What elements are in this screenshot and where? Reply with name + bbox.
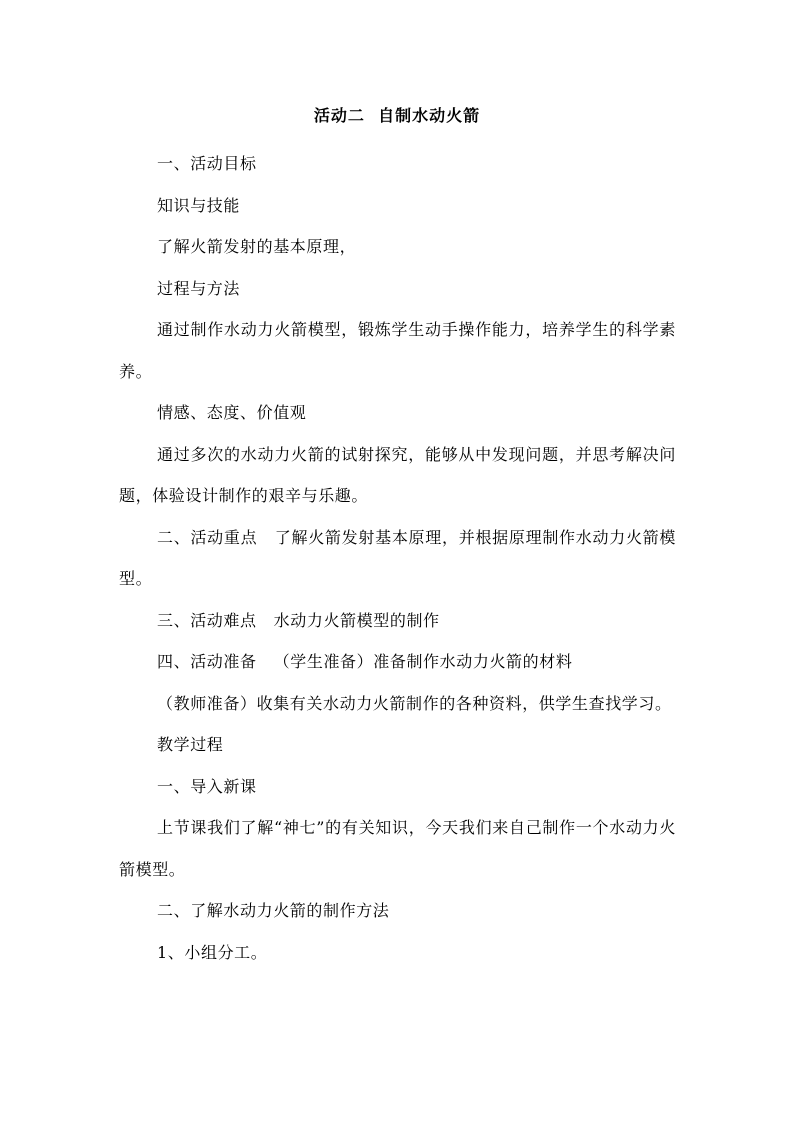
list-item: 1、小组分工。 — [157, 942, 268, 962]
heading-activity-goals: 一、活动目标 — [157, 154, 257, 173]
paragraph: 通过多次的水动力火箭的试射探究，能够从中发现问题，并思考解决问题，体验设计制作的艰辛与乐趣。 — [119, 444, 676, 505]
heading-activity-focus: 二、活动重点 了解火箭发射基本原理，并根据原理制作水动力火箭模型。 — [119, 527, 676, 588]
paragraph: 了解火箭发射的基本原理， — [157, 237, 357, 256]
subheading-knowledge-skills: 知识与技能 — [157, 195, 241, 215]
heading-production-method: 二、了解水动力火箭的制作方法 — [157, 901, 390, 920]
document-title: 活动二 自制水动火箭 — [313, 106, 481, 125]
paragraph: （教师准备）收集有关水动力火箭制作的各种资料，供学生查找学习。 — [157, 693, 672, 713]
heading-activity-difficulty: 三、活动难点 水动力火箭模型的制作 — [157, 610, 440, 630]
heading-introduction: 一、导入新课 — [157, 776, 257, 796]
document-body — [119, 143, 676, 973]
subheading-process-methods: 过程与方法 — [157, 278, 241, 298]
paragraph: 通过制作水动力火箭模型，锻炼学生动手操作能力，培养学生的科学素养。 — [119, 320, 676, 381]
subheading-emotion-attitude-values: 情感、态度、价值观 — [157, 403, 307, 422]
heading-activity-preparation: 四、活动准备 （学生准备）准备制作水动力火箭的材料 — [157, 652, 573, 671]
heading-teaching-process: 教学过程 — [157, 735, 224, 754]
paragraph: 上节课我们了解“神七”的有关知识，今天我们来自己制作一个水动力火箭模型。 — [119, 818, 676, 879]
